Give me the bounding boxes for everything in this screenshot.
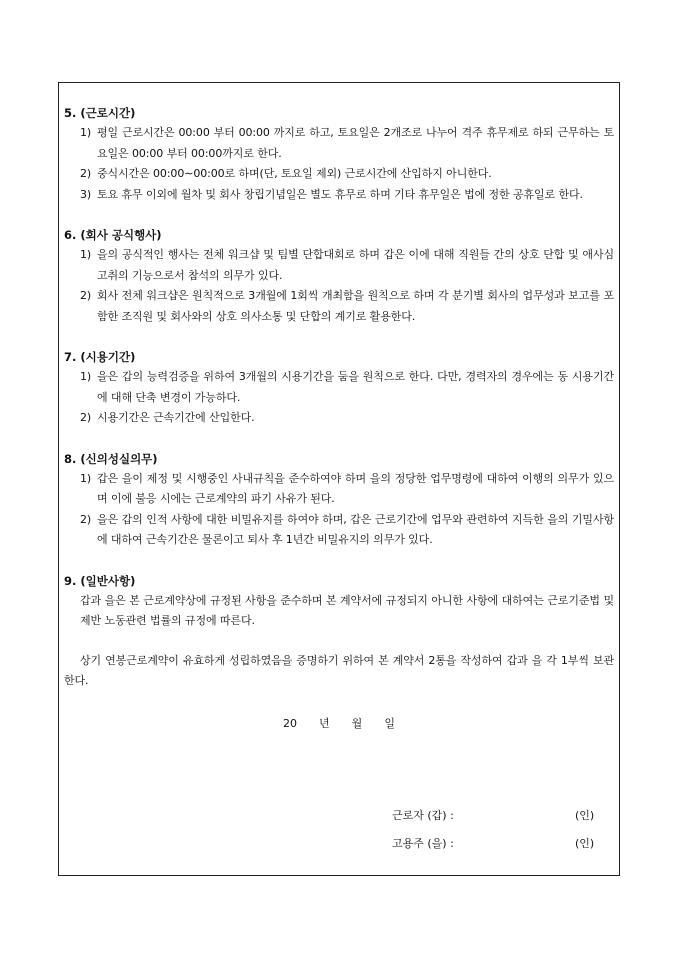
clause-text: 회사 전체 워크샵은 원칙적으로 3개월에 1회씩 개최함을 원칙으로 하며 각 분기별 회사의 업무성과 보고를 포함한 조직원 및 회사와의 상호 의사소통 및 단합의 계기로 활용한다. — [97, 289, 614, 323]
clause-item — [64, 408, 614, 429]
clause-number: 2) — [80, 512, 92, 526]
date-year-unit: 년 — [319, 716, 330, 730]
clause-item — [64, 367, 614, 408]
signature-label: 고용주 (을) : — [392, 837, 454, 850]
section-working-hours — [64, 103, 614, 205]
closing-statement — [64, 651, 614, 692]
section-good-faith — [64, 449, 614, 551]
section-title: 6. (회사 공식행사) — [64, 228, 162, 242]
clause-text: 을은 갑의 인적 사항에 대한 비밀유지를 하여야 하며, 갑은 근로기간에 업무와 관련하여 지득한 을의 기밀사항에 대하여 근속기간은 물론이고 퇴사 후 1년간 비밀유지의 의무가 있다. — [97, 512, 614, 546]
clause-number: 3) — [80, 187, 92, 201]
clause-item — [64, 123, 614, 164]
clause-text: 시용기간은 근속기간에 산입한다. — [97, 411, 255, 424]
date-month-unit: 월 — [351, 716, 363, 730]
contract-body — [64, 103, 614, 734]
clause-number: 1) — [80, 126, 92, 139]
seal-mark: (인) — [575, 809, 595, 822]
general-paragraph: 갑과 을은 본 근로계약상에 규정된 사항을 준수하며 본 계약서에 규정되지 아니한 사항에 대하여는 근로기준법 및 제반 노동관련 법률의 규정에 따른다. — [80, 593, 614, 627]
date-year: 20 — [283, 716, 298, 730]
clause-item — [64, 286, 614, 327]
clause-item — [64, 469, 614, 510]
clause-item — [64, 185, 614, 206]
clause-number: 2) — [80, 289, 92, 302]
section-general — [64, 571, 614, 632]
section-probation — [64, 347, 614, 429]
clause-text: 토요 휴무 이외에 월차 및 회사 창립기념일은 별도 휴무로 하며 기타 휴무일은 법에 정한 공휴일로 한다. — [97, 187, 583, 201]
clause-item — [64, 164, 614, 185]
date-day-unit: 일 — [384, 716, 395, 730]
clause-number: 1) — [80, 471, 92, 485]
section-title: 5. (근로시간) — [64, 106, 136, 120]
signature-label: 근로자 (갑) : — [392, 809, 454, 822]
clause-text: 갑은 을이 제정 및 시행중인 사내규칙을 준수하여야 하며 을의 정당한 업무명령에 대하여 이행의 의무가 있으며 이에 불응 시에는 근로계약의 파기 사유가 된다. — [97, 471, 614, 505]
closing-text: 상기 연봉근로계약이 유효하게 성립하였음을 증명하기 위하여 본 계약서 2통을 작성하여 갑과 을 각 1부씩 보관한다. — [64, 653, 614, 687]
clause-item — [64, 510, 614, 551]
clause-text: 평일 근로시간은 00:00 부터 00:00 까지로 하고, 토요일은 2개조로 나누어 격주 휴무제로 하되 근무하는 토요일은 00:00 부터 00:00까지로 한다. — [97, 126, 614, 160]
section-title: 8. (신의성실의무) — [64, 451, 158, 466]
clause-number: 2) — [80, 167, 92, 180]
clause-text: 을은 갑의 능력검증을 위하여 3개월의 시용기간을 둠을 원칙으로 한다. 다만, 경력자의 경우에는 동 시용기간에 대해 단축 변경이 가능하다. — [97, 370, 614, 404]
section-company-events — [64, 225, 614, 327]
section-title: 7. (시용기간) — [64, 350, 136, 364]
seal-mark: (인) — [575, 837, 595, 850]
clause-number: 1) — [80, 370, 92, 383]
clause-text: 중식시간은 00:00∼00:00로 하며(단, 토요일 제외) 근로시간에 산입하지 아니한다. — [97, 167, 492, 180]
section-title: 9. (일반사항) — [64, 573, 136, 588]
clause-number: 1) — [80, 248, 92, 261]
clause-item — [64, 245, 614, 286]
clause-text: 을의 공식적인 행사는 전체 워크샵 및 팀별 단합대회로 하며 갑은 이에 대해 직원들 간의 상호 단합 및 애사심 고취의 기능으로서 참석의 의무가 있다. — [97, 248, 614, 282]
contract-date — [64, 714, 614, 734]
clause-number: 2) — [80, 411, 92, 424]
